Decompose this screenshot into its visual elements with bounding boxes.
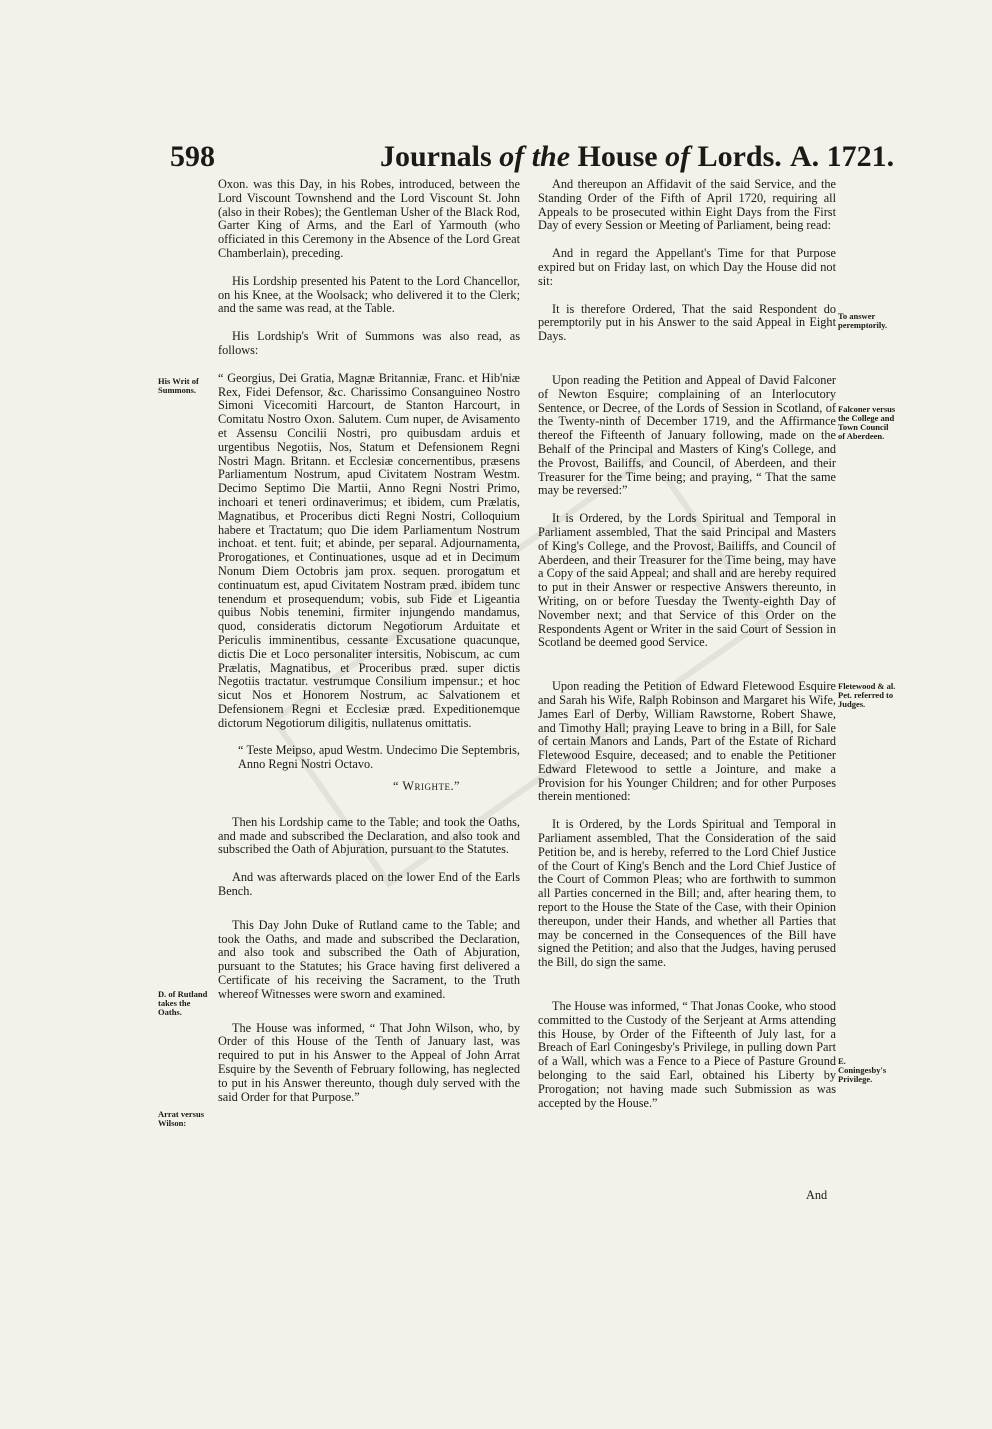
paragraph-appellant-time: And in regard the Appellant's Time for that Purpose expired but on Friday last, on which Day the House did not sit: (538, 246, 836, 288)
paragraph-cooke-privilege: The House was informed, “ That Jonas Cooke, who stood committed to the Custody of the Serjeant at Arms attending this House, by Order of the Fifteenth of July last, for a Breach of Earl Coningesby's Privilege, in pulling down Part of a Wall, which was a Fence to a Piece of Pasture Ground belonging to the said Earl, obtained his Liberty by Prorogation; not having made such Submission as was accepted by the House.” (538, 999, 836, 1110)
margin-note-writ: His Writ of Summons. (158, 376, 199, 395)
writ-teste: “ Teste Meipso, apud Westm. Undecimo Die Septembris, Anno Regni Nostri Octavo. (238, 743, 520, 772)
writ-signature: “ Wrighte.” (393, 779, 460, 794)
running-header (0, 140, 992, 180)
margin-note-arrat: Arrat versus Wilson: (158, 1109, 205, 1128)
paragraph-fletewood-petition: Upon reading the Petition of Edward Fletewood Esquire and Sarah his Wife, Ralph Robinson and Margaret his Wife, James Earl of Derby, William Rawstorne, Robert Shawe, and Timothy Hall; praying Leave to bring in a Bill, for Sale of certain Manors and Lands, Part of the Estate of Richard Fletewood Esquire, deceased; and to enable the Petitioner Edward Fletewood to settle a Jointure, and make a Provision for his Younger Children; and for other Purposes therein mentioned: (538, 679, 836, 804)
margin-note-rutland: D. of Rutland takes the Oaths. (158, 989, 208, 1017)
paragraph-earls-bench: And was afterwards placed on the lower End of the Earls Bench. (218, 870, 520, 899)
margin-note-fletewood: Fletewood & al. Pet. referred to Judges. (838, 681, 896, 709)
page-number: 598 (170, 140, 215, 173)
paragraph-wilson: The House was informed, “ That John Wilson, who, by Order of this House of the Tenth of January last, was required to put in his Answer to the Appeal of John Arrat Esquire by the Seventh of February following, has neglected to put in his Answer thereunto, though duly served with the said Order for that Purpose.” (218, 1020, 520, 1104)
catchword: And (806, 1188, 828, 1202)
paragraph-oaths: Then his Lordship came to the Table; and took the Oaths, and made and subscribed the Declaration, and also took and subscribed the Oath of Abjuration, pursuant to the Statutes. (218, 814, 520, 857)
paragraph-order-answer: It is therefore Ordered, That the said Respondent do peremptorily put in his Answer to the said Appeal in Eight Days. (538, 301, 836, 344)
margin-note-coningesby: E. Coningesby's Privilege. (838, 1056, 887, 1084)
journal-title (380, 140, 782, 174)
paragraph-introduction: Oxon. was this Day, in his Robes, introduced, between the Lord Viscount Townshend and the Lord Viscount St. John (also in their Robes); the Gentleman Usher of the Black Rod, Garter King of Arms, and the Earl of Yarmouth (who officiated in this Ceremony in the Absence of the Lord Great Chamberlain), preceding. (218, 177, 520, 260)
paragraph-patent: His Lordship presented his Patent to the Lord Chancellor, on his Knee, at the Woolsack; who delivered it to the Clerk; and the same was read, at the Table. (218, 273, 520, 316)
title-lords: Lords. (697, 140, 782, 173)
paragraph-writ-read: His Lordship's Writ of Summons was also read, as follows: (218, 329, 520, 357)
writ-of-summons-text: “ Georgius, Dei Gratia, Magnæ Britanniæ, Franc. et Hib'niæ Rex, Fidei Defensor, &c. Charissimo Consanguineo Nostro Simoni Vicecomiti Harcourt, de Stanton Harcourt, in Comitatu Nostro Oxon. Salutem. Cum nuper, de Avisamento et Assensu Concilii Nostri, pro quibusdam arduis et urgentibus Negotiis, Nos, Statum et Defensionem Regni Nostri Magn. Britann. et Ecclesiæ concernentibus, præsens Parliamentum Nostrum, apud Civitatem Nostram Westm. Decimo Septimo Die Martii, Anno Regni Nostri Primo, inchoari et teneri ordinaverimus; et ibidem, cum Prælatis, Magnatibus, et Proceribus dicti Regni Nostri, Colloquium habere et Tractatum; quo Die idem Parliamentum Nostrum inchoat. et tent. fuit; et abinde, per separal. Adjournamenta, Prorogationes, et Continuationes, usque ad et in Decimum Nonum Diem Octobris jam prox. sequen. prorogatum et continuatum est, apud Civitatem Nostram præd. ibidem tunc tenendum et prosequendum; vobis, sub Fide et Ligeantia quibus Nobis tenemini, firmiter injungendo mandamus, quod, consideratis dictorum Negotiorum Arduitate et Periculis imminentibus, cessante Excusatione quacunque, dictis Die et Loco personaliter intersitis, Nobiscum, ac cum Prælatis, Magnatibus, et Proceribus præd. super dictis Negotiis tractatur. vestrumque Consilium impensur.; et hoc sicut Nos et Honorem Nostrum, ac Salvationem et Defensionem Regni et Ecclesiæ præd. Expeditionemque dictorum Negotiorum diligitis, nullatenus omittatis. (218, 370, 520, 730)
year-heading: A. 1721. (790, 140, 895, 173)
title-journals: Journals (380, 140, 492, 173)
title-of-2: of (665, 140, 691, 173)
paragraph-rutland: This Day John Duke of Rutland came to the Table; and took the Oaths, and made and subscribed the Declaration, and also took and subscribed the Oath of Abjuration, pursuant to the Statutes; his Grace having first delivered a Certificate of his receiving the Sacrament, to the Truth whereof Witnesses were sworn and examined. (218, 917, 520, 1001)
margin-note-falconer: Falconer versus the College and Town Council of Aberdeen. (838, 404, 896, 441)
paragraph-falconer-appeal: Upon reading the Petition and Appeal of David Falconer of Newton Esquire; complaining of an Interlocutory Sentence, or Decree, of the Lords of Session in Scotland, of the Twenty-ninth of December 1719, and the Affirmance thereof the Fifteenth of January following, made on the Behalf of the Principal and Masters of King's College, and the Provost, Bailiffs, and Council, of Aberdeen, and their Treasurer for the Time being; and praying, “ That the same may be reversed:” (538, 372, 836, 498)
paragraph-falconer-order: It is Ordered, by the Lords Spiritual and Temporal in Parliament assembled, That the said Principal and Masters of King's College, and the Provost, Bailiffs, and Council of Aberdeen, and their Treasurer for the Time being, may have a Copy of the said Appeal; and shall and are hereby required to put in their Answer or respective Answers thereunto, in Writing, on or before Tuesday the Twenty-eighth Day of November next; and that Service of this Order on the Respondents Agent or Writer in the said Court of Session in Scotland be deemed good Service. (538, 511, 836, 650)
paragraph-affidavit: And thereupon an Affidavit of the said Service, and the Standing Order of the Fifth of April 1720, requiring all Appeals to be prosecuted within Eight Days from the First Day of every Session or Meeting of Parliament, being read: (538, 177, 836, 233)
title-house: House (577, 140, 658, 173)
paragraph-fletewood-order: It is Ordered, by the Lords Spiritual and Temporal in Parliament assembled, That the Consideration of the said Petition be, and is hereby, referred to the Lord Chief Justice of the Court of King's Bench and the Lord Chief Justice of the Court of Common Pleas; who are forthwith to summon all Parties concerned in the Bill; and, after hearing them, to report to the House the State of the Case, with their Opinion thereupon, under their Hands, and whether all Parties that may be concerned in the Consequences of the Bill have signed the Petition; and also that the Judges, having perused the Bill, do sign the same. (538, 817, 836, 970)
margin-note-answer: To answer peremptorily. (838, 311, 888, 330)
title-of-1: of (499, 140, 525, 173)
title-the: the (531, 140, 571, 173)
